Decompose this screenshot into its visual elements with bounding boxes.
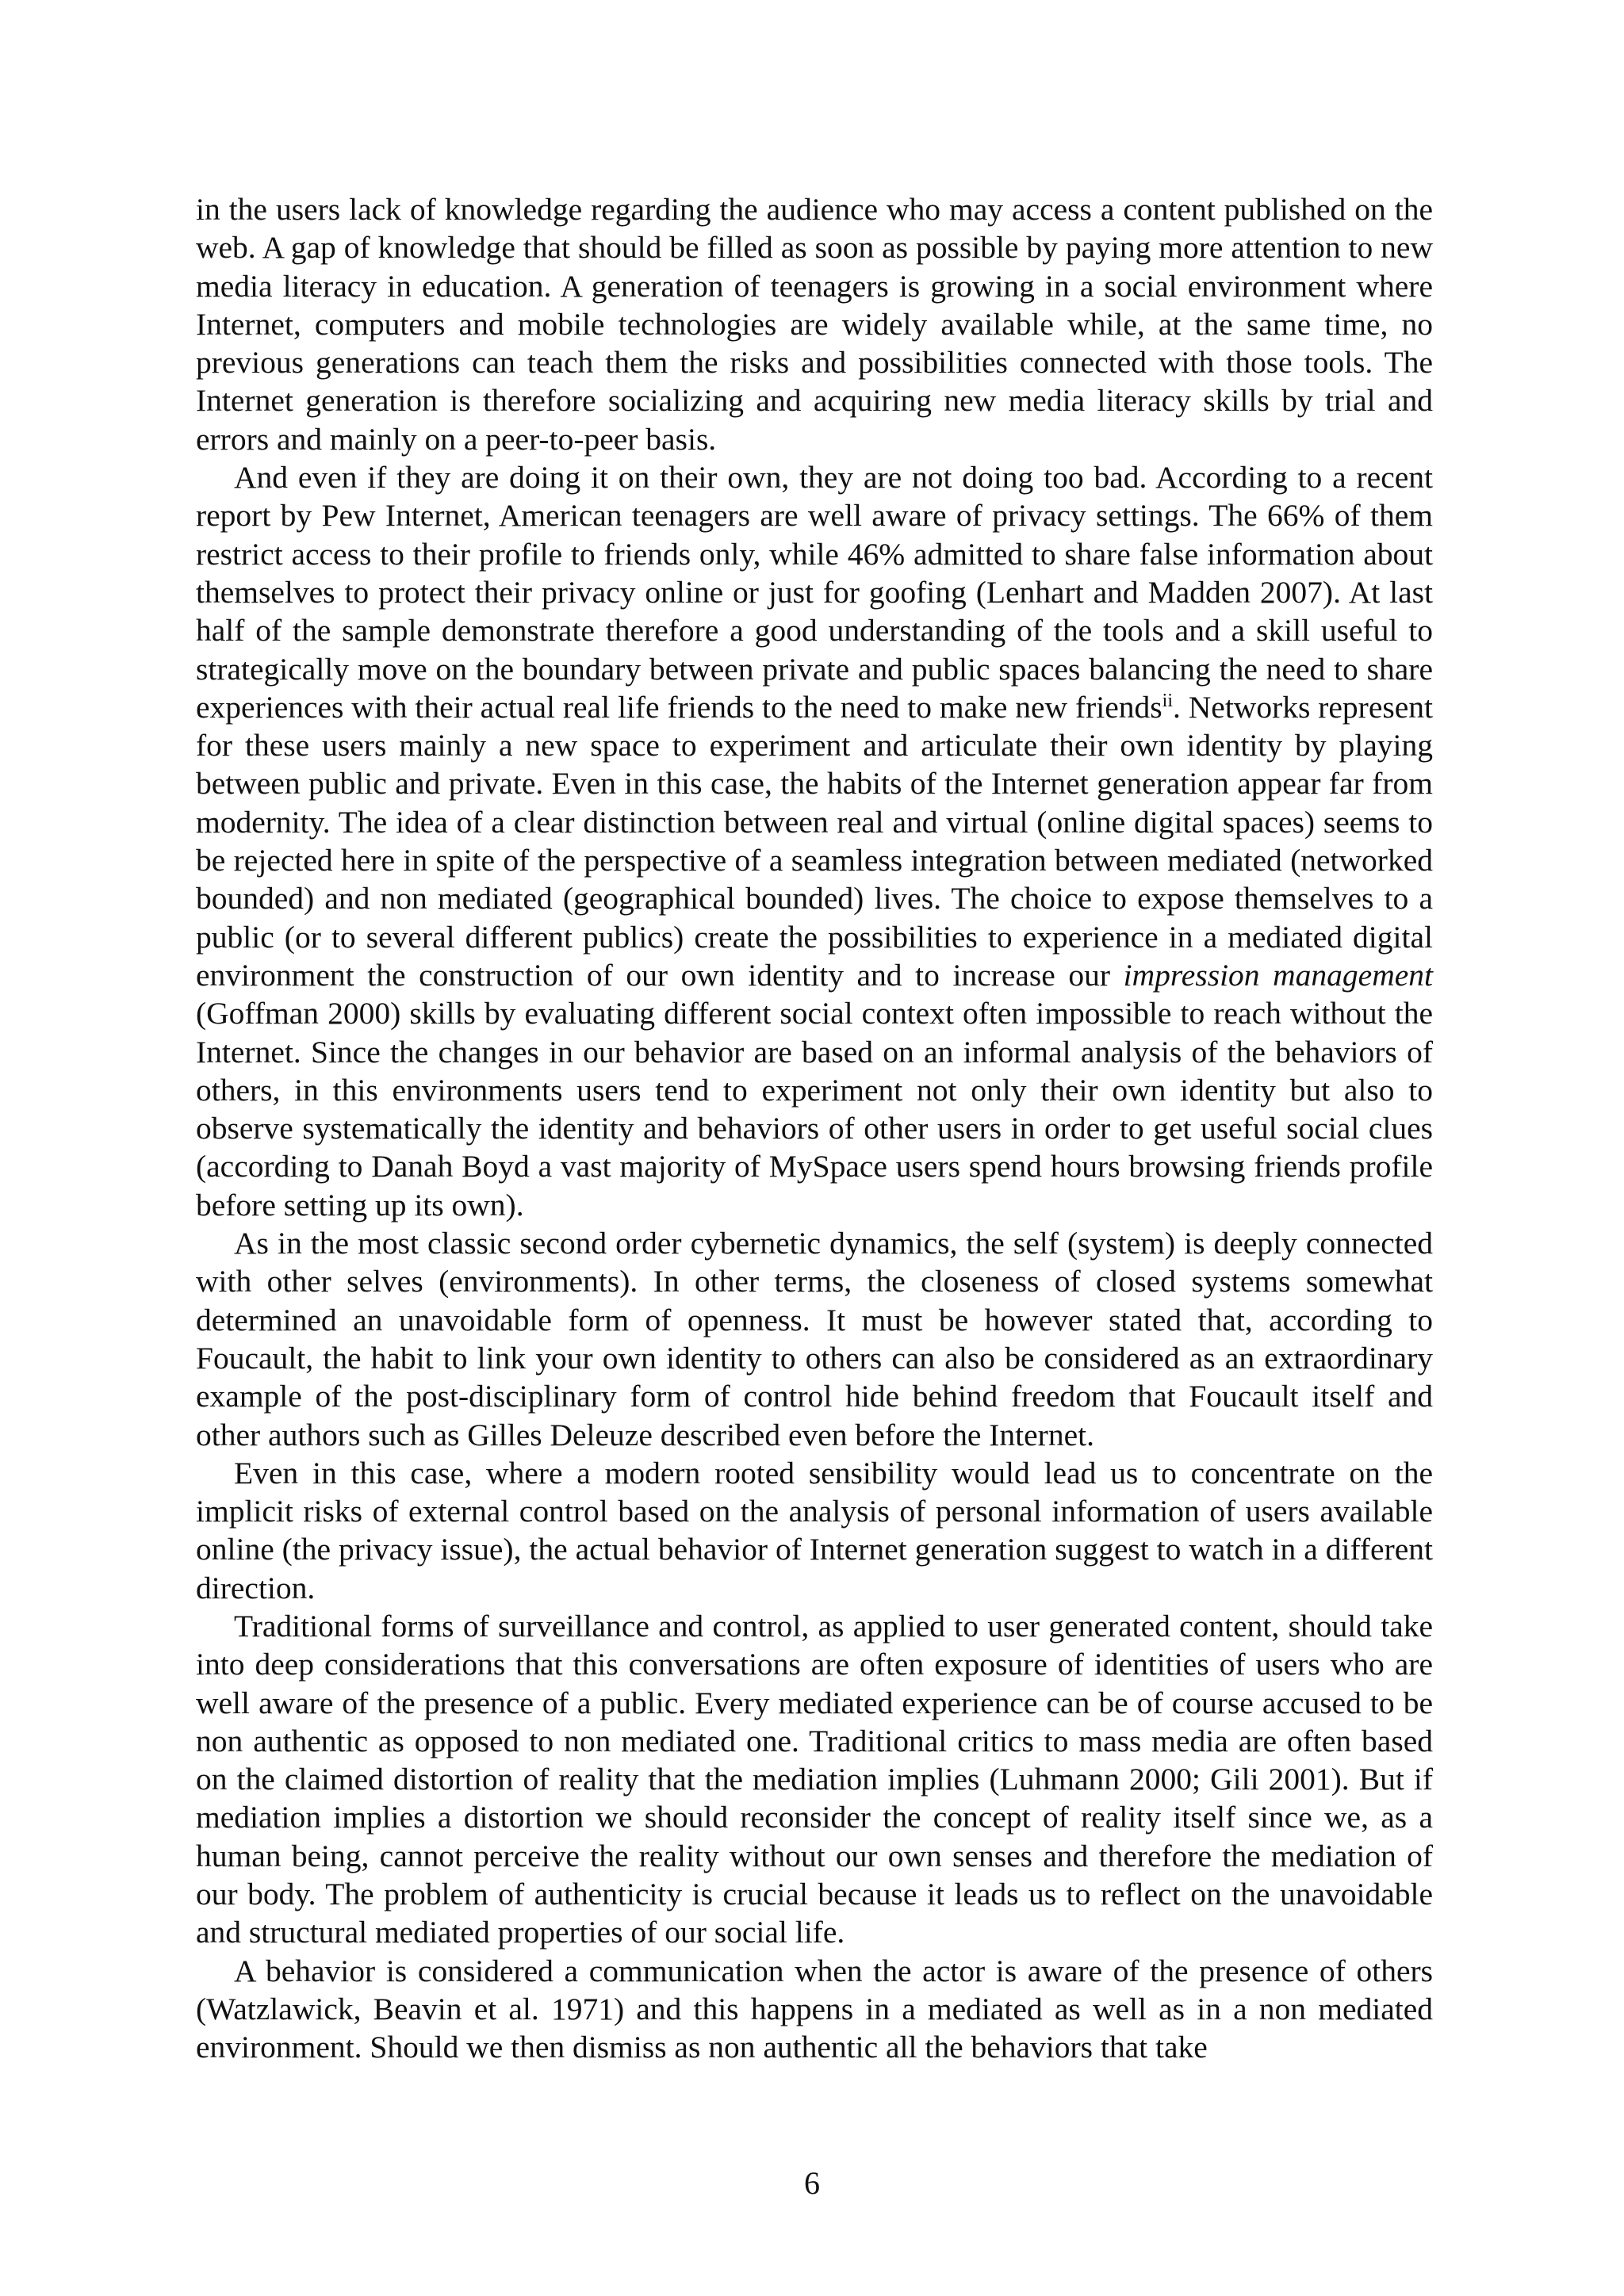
paragraph-external-control: Even in this case, where a modern rooted sensibility would lead us to concentrate on the implicit risks of external control based on the analysis of personal information of users available online (the privacy issue), the actual behavior of Internet generation suggest to watch in a different direction.: [196, 1455, 1433, 1605]
paragraph-communication: A behavior is considered a communication when the actor is aware of the presence of others (Watzlawick, Beavin et al. 1971) and this happens in a mediated as well as in a non mediated environment. Should we then dismiss as non authentic all the behaviors that take: [196, 1953, 1433, 2065]
paragraph-text-part: (Goffman 2000) skills by evaluating different social context often impossible to reach without the Internet. Since the changes in our behavior are based on an informal analysis of the behaviors of others, in this environments users tend to experiment not only their own identity but also to observe systematically the identity and behaviors of other users in order to get useful social clues (according to Danah Boyd a vast majority of MySpace users spend hours browsing friends profile before setting up its own).: [196, 996, 1433, 1223]
paragraph-continuation: in the users lack of knowledge regarding the audience who may access a content published on the web. A gap of knowledge that should be filled as soon as possible by paying more attention to new media literacy in education. A generation of teenagers is growing in a social environment where Internet, computers and mobile technologies are widely available while, at the same time, no previous generations can teach them the risks and possibilities connected with those tools. The Internet generation is therefore socializing and acquiring new media literacy skills by trial and errors and mainly on a peer-to-peer basis.: [196, 192, 1433, 457]
footnote-marker: ii: [1162, 690, 1173, 711]
page-number: 6: [804, 2165, 820, 2201]
paragraph-surveillance: Traditional forms of surveillance and control, as applied to user generated content, should take into deep considerations that this conversations are often exposure of identities of users who are well aware of the presence of a public. Every mediated experience can be of course accused to be non authentic as opposed to non mediated one. Traditional critics to mass media are often based on the claimed distortion of reality that the mediation implies (Luhmann 2000; Gili 2001). But if mediation implies a distortion we should reconsider the concept of reality itself since we, as a human being, cannot perceive the reality without our own senses and therefore the mediation of our body. The problem of authenticity is crucial because it leads us to reflect on the unavoidable and structural mediated properties of our social life.: [196, 1608, 1433, 1950]
italic-term: impression management: [1123, 957, 1433, 993]
body-text: [196, 190, 1433, 2067]
paragraph-text-part: And even if they are doing it on their own, they are not doing too bad. According to a recent report by Pew Internet, American teenagers are well aware of privacy settings. The 66% of them restrict access to their profile to friends only, while 46% admitted to share false information about themselves to protect their privacy online or just for goofing (Lenhart and Madden 2007). At last half of the sample demonstrate therefore a good understanding of the tools and a skill useful to strategically move on the boundary between private and public spaces balancing the need to share experiences with their actual real life friends to the need to make new friends: [196, 460, 1433, 725]
paragraph-teenagers-privacy: [196, 458, 1433, 1224]
paragraph-cybernetics: As in the most classic second order cybernetic dynamics, the self (system) is deeply connected with other selves (environments). In other terms, the closeness of closed systems somewhat determined an unavoidable form of openness. It must be however stated that, according to Foucault, the habit to link your own identity to others can also be considered as an extraordinary example of the post-disciplinary form of control hide behind freedom that Foucault itself and other authors such as Gilles Deleuze described even before the Internet.: [196, 1226, 1433, 1452]
paragraph-text-part: . Networks represent for these users mainly a new space to experiment and articulate their own identity by playing between public and private. Even in this case, the habits of the Internet generation appear far from modernity. The idea of a clear distinction between real and virtual (online digital spaces) seems to be rejected here in spite of the perspective of a seamless integration between mediated (networked bounded) and non mediated (geographical bounded) lives. The choice to expose themselves to a public (or to several different publics) create the possibilities to experience in a mediated digital environment the construction of our own identity and to increase our: [196, 689, 1433, 993]
